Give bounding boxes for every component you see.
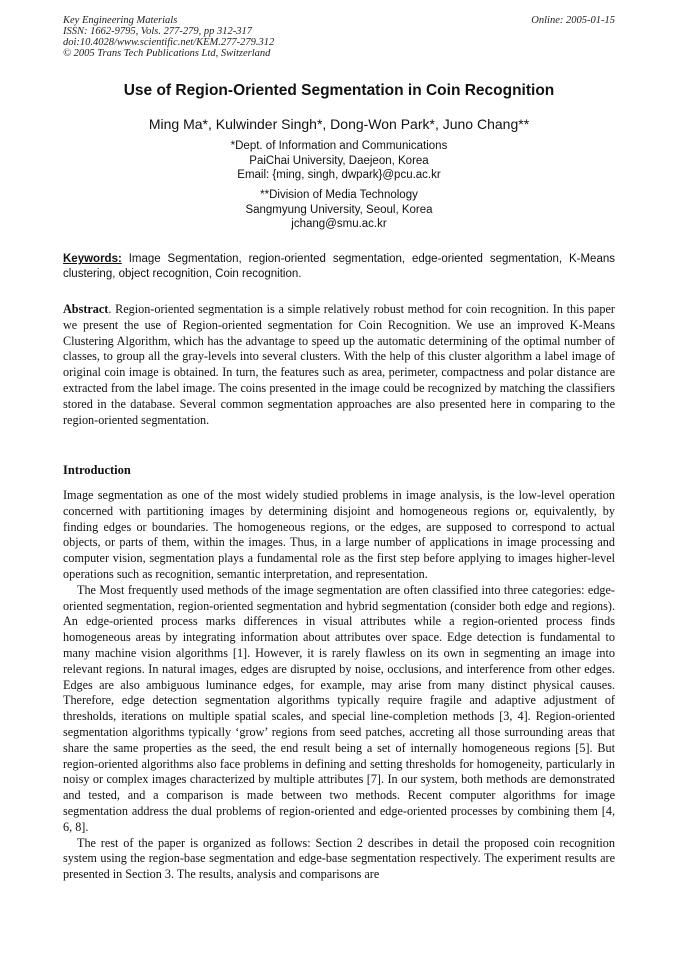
affiliation-university: PaiChai University, Daejeon, Korea [249, 154, 429, 167]
affiliation-smu [0, 188, 678, 232]
publication-header [63, 15, 615, 59]
affiliation-pcu [0, 139, 678, 183]
doi-line: doi:10.4028/www.scientific.net/KEM.277-279.312 [63, 37, 275, 48]
online-date: Online: 2005-01-15 [531, 15, 615, 26]
keywords-text: Image Segmentation, region-oriented segmentation, edge-oriented segmentation, K-Means clustering, object recognition, Coin recognition. [63, 253, 615, 280]
affiliation-dept: *Dept. of Information and Communications [230, 140, 448, 152]
copyright-line: © 2005 Trans Tech Publications Ltd, Switzerland [63, 48, 271, 59]
affiliation-email: Email: {ming, singh, dwpark}@pcu.ac.kr [237, 169, 441, 181]
introduction-body [63, 488, 615, 883]
abstract-label: Abstract [63, 302, 109, 316]
paper-title: Use of Region-Oriented Segmentation in Coin Recognition [123, 82, 555, 99]
abstract-block [63, 302, 615, 428]
affiliation-email: jchang@smu.ac.kr [291, 218, 387, 230]
abstract-text: . Region-oriented segmentation is a simple relatively robust method for coin recognition. In this paper we present the use of Region-oriented segmentation for Coin Recognition. We use an improved K-Means Clustering Algorithm, which has the advantage to speed up the automatic determining of the optimal number of classes, to group all the gray-levels into several clusters. With the help of this cluster algorithm a label image of original coin image is obtained. In turn, the features such as area, perimeter, compactness and polar distance are extracted from the label image. The coins presented in the image could be recognized by matching the classifiers stored in the database. Several common segmentation approaches are also presented here in comparing to the region-oriented segmentation. [63, 302, 615, 427]
paragraph: The Most frequently used methods of the image segmentation are often classified into three categories: edge-oriented segmentation, region-oriented segmentation and hybrid segmentation (consider both edge and regions). An edge-oriented process marks differences in visual attributes while a region-oriented process finds homogeneous areas by integrating information about attributes over space. Edge detection is fundamental to many machine vision algorithms [1]. However, it is rarely flawless on its own in segmenting an image into relevant regions. In natural images, edges are disrupted by noise, occlusions, and interference from other edges. Edges are also ambiguous luminance edges, for example, may arise from many distinct physical causes. Therefore, edge detection segmentation algorithms typically require fragile and adaptive adjustment of thresholds, iterations on multiple spatial scales, and special line-completion methods [3, 4]. Region-oriented segmentation algorithms typically ‘grow’ regions from seed patches, accreting all those surrounding areas that share the same properties as the seed, the end result being a set of internally homogeneous regions [5]. But region-oriented algorithms also face problems in defining and setting thresholds for homogeneity, particularly in noisy or complex images characterized by multiple attributes [7]. In our system, both methods are demonstrated and tested, and a comparison is made between two methods. Recent computer algorithms for image segmentation address the dual problems of region-oriented and edge-oriented processes by combining them [4, 6, 8]. [63, 582, 615, 834]
section-heading-introduction: Introduction [63, 463, 131, 477]
paragraph: Image segmentation as one of the most widely studied problems in image analysis, is the low-level operation concerned with partitioning images by determining disjoint and homogeneous regions or, equivalently, by finding edges or boundaries. The homogeneous regions, or the edges, are supposed to correspond to actual objects, or parts of them, within the images. Thus, in a large number of applications in image processing and computer vision, segmentation plays a fundamental role as the first step before applying to images higher-level operations such as recognition, semantic interpretation, and representation. [63, 488, 615, 581]
keywords-label: Keywords: [63, 253, 122, 265]
affiliation-university: Sangmyung University, Seoul, Korea [245, 203, 433, 216]
keywords-block [63, 252, 615, 282]
paragraph: The rest of the paper is organized as follows: Section 2 describes in detail the proposed coin recognition system using the region-base segmentation and edge-base segmentation respectively. The experiment results are presented in Section 3. The results, analysis and comparisons are [63, 835, 615, 882]
author-list: Ming Ma*, Kulwinder Singh*, Dong-Won Park*, Juno Chang** [148, 116, 530, 132]
issn-line: ISSN: 1662-9795, Vols. 277-279, pp 312-317 [63, 26, 252, 37]
affiliation-dept: **Division of Media Technology [260, 189, 418, 201]
journal-name: Key Engineering Materials [63, 15, 178, 26]
